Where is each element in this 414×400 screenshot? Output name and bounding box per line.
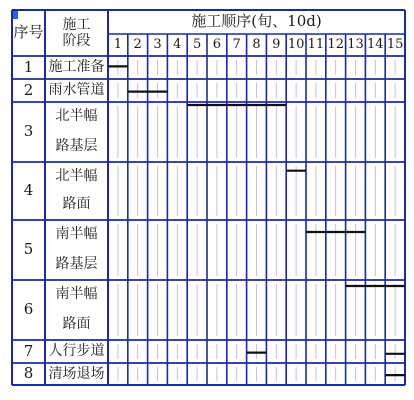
period-number: 8 (252, 36, 261, 52)
schedule-title: 施工顺序(旬、10d) (191, 12, 322, 31)
header-stage-line2: 阶段 (62, 33, 91, 49)
stage-line1: 施工准备 (48, 59, 105, 76)
stage-line1: 南半幅 (55, 226, 98, 242)
period-number: 7 (232, 36, 241, 52)
stage-line2: 路面 (62, 195, 91, 212)
row-index: 5 (23, 240, 34, 259)
period-number: 11 (307, 36, 325, 52)
period-number: 14 (367, 36, 384, 52)
stage-line2: 路基层 (55, 255, 98, 272)
stage-line1: 北半幅 (55, 108, 98, 124)
row-stage (45, 79, 108, 102)
period-number: 9 (272, 36, 281, 52)
row-stage (45, 56, 108, 79)
header-index: 序号 (13, 23, 44, 42)
header-stage (45, 10, 108, 56)
row-index: 1 (23, 57, 34, 76)
row-stage (45, 363, 108, 385)
period-number: 15 (386, 36, 404, 52)
row-index: 2 (23, 80, 34, 99)
stage-line1: 人行步道 (48, 343, 105, 360)
header-stage-line1: 施工 (62, 16, 91, 33)
period-number: 4 (173, 36, 182, 52)
period-number: 5 (192, 36, 202, 52)
row-stage (45, 340, 108, 363)
period-number: 6 (212, 36, 222, 52)
period-number: 12 (327, 36, 344, 52)
stage-line1: 南半幅 (55, 286, 98, 302)
row-stage (45, 220, 108, 280)
stage-line1: 雨水管道 (48, 82, 105, 99)
row-index: 7 (23, 341, 34, 360)
period-number: 3 (153, 36, 162, 52)
period-number: 2 (133, 36, 142, 52)
row-stage (45, 162, 108, 220)
period-number: 1 (113, 36, 123, 52)
row-index: 3 (23, 122, 34, 141)
period-number: 10 (287, 36, 305, 52)
row-index: 6 (23, 300, 34, 319)
row-stage (45, 102, 108, 162)
row-index: 4 (23, 181, 34, 200)
stage-line2: 路基层 (55, 137, 98, 154)
row-index: 8 (23, 364, 34, 383)
row-stage (45, 280, 108, 340)
stage-line2: 路面 (62, 315, 91, 332)
stage-line1: 北半幅 (55, 168, 98, 184)
period-number: 13 (347, 36, 364, 52)
stage-line1: 清场退场 (48, 365, 105, 382)
